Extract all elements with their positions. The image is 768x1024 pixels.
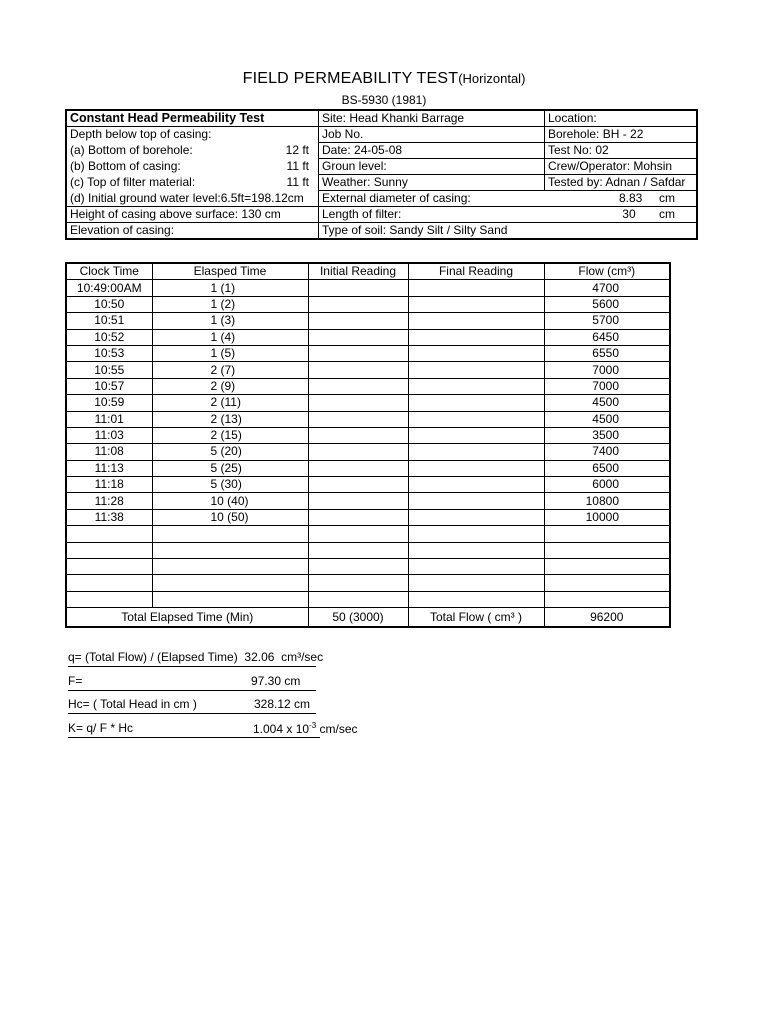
filter-length-row [319,207,698,223]
table-row [66,477,670,493]
hc-underline [68,713,316,714]
ext-diam-label: External diameter of casing: [322,191,471,205]
bottom-borehole-label: (a) Bottom of borehole: [70,143,193,157]
flow-cell: 5600 [544,296,670,312]
elevation-field: Elevation of casing: [66,223,319,240]
header-initial-reading: Initial Reading [308,263,408,280]
empty-cell [152,542,308,558]
empty-cell [544,559,670,575]
q-unit: cm³/sec [281,650,324,664]
table-row [66,493,670,509]
clock-cell: 10:55 [66,362,152,378]
q-underline [68,666,316,667]
initial-reading-cell [308,509,408,525]
header-clock-time: Clock Time [66,263,152,280]
standard-label: BS-5930 (1981) [341,93,427,107]
elapsed-cell: 1 (2) [152,296,308,312]
k-formula [68,721,388,735]
initial-reading-cell [308,313,408,329]
info-heading: Constant Head Permeability Test [66,110,319,127]
bottom-borehole-row [66,143,319,159]
table-row [66,395,670,411]
clock-cell: 11:13 [66,460,152,476]
empty-cell [408,591,544,607]
empty-cell [544,526,670,542]
empty-cell [308,542,408,558]
ext-diam-row [319,191,698,207]
table-row [66,296,670,312]
table-row [66,378,670,394]
bottom-casing-label: (b) Bottom of casing: [70,159,181,173]
bottom-casing-row [66,159,319,175]
k-unit: cm/sec [319,722,358,736]
table-row [66,345,670,361]
final-reading-cell [408,444,544,460]
clock-cell: 11:28 [66,493,152,509]
empty-cell [152,575,308,591]
table-row [66,280,670,296]
q-value: 32.06 [244,650,275,664]
tested-by-field: Tested by: Adnan / Safdar [545,175,698,191]
elapsed-cell: 1 (3) [152,313,308,329]
info-table [65,109,698,240]
empty-cell [152,591,308,607]
hc-formula [68,697,328,711]
test-no-field: Test No: 02 [545,143,698,159]
empty-cell [152,526,308,542]
f-label: F= [68,674,83,688]
header-final-reading: Final Reading [408,263,544,280]
initial-reading-cell [308,444,408,460]
top-filter-value: 11 ft [286,175,309,189]
page-title [0,69,768,89]
flow-table [65,262,671,628]
job-field: Job No. [319,127,545,143]
flow-cell: 10800 [544,493,670,509]
k-value: 1.004 x 10 [253,722,310,736]
final-reading-cell [408,411,544,427]
clock-cell: 11:18 [66,477,152,493]
hc-value: 328.12 cm [254,697,311,711]
clock-cell: 11:38 [66,509,152,525]
empty-cell [544,542,670,558]
elapsed-cell: 10 (40) [152,493,308,509]
empty-cell [152,559,308,575]
empty-cell [408,526,544,542]
clock-cell: 11:01 [66,411,152,427]
empty-row [66,542,670,558]
hc-label: Hc= ( Total Head in cm ) [68,697,197,711]
initial-reading-cell [308,395,408,411]
empty-cell [408,559,544,575]
header-elapsed-time: Elasped Time [152,263,308,280]
initial-reading-cell [308,329,408,345]
final-reading-cell [408,329,544,345]
empty-cell [408,542,544,558]
initial-reading-cell [308,427,408,443]
elapsed-cell: 2 (11) [152,395,308,411]
clock-cell: 10:50 [66,296,152,312]
elapsed-cell: 5 (30) [152,477,308,493]
clock-cell: 10:57 [66,378,152,394]
flow-cell: 6500 [544,460,670,476]
final-reading-cell [408,313,544,329]
initial-reading-cell [308,477,408,493]
empty-row [66,559,670,575]
total-elapsed-label: Total Elapsed Time (Min) [66,608,308,628]
clock-cell: 10:51 [66,313,152,329]
initial-reading-cell [308,280,408,296]
k-exponent: -3 [309,721,317,730]
f-formula [68,674,318,688]
initial-reading-cell [308,362,408,378]
empty-cell [66,526,152,542]
flow-cell: 6000 [544,477,670,493]
table-row [66,509,670,525]
location-field: Location: [545,110,698,127]
initial-reading-cell [308,460,408,476]
initial-reading-cell [308,411,408,427]
depth-label: Depth below top of casing: [66,127,319,143]
final-reading-cell [408,395,544,411]
total-flow-value: 96200 [544,608,670,628]
final-reading-cell [408,427,544,443]
empty-cell [66,542,152,558]
table-header-row [66,263,670,280]
final-reading-cell [408,345,544,361]
flow-cell: 4700 [544,280,670,296]
flow-cell: 4500 [544,395,670,411]
clock-cell: 10:52 [66,329,152,345]
table-row [66,444,670,460]
ext-diam-value: 8.83 [618,191,643,205]
flow-cell: 6550 [544,345,670,361]
elapsed-cell: 5 (25) [152,460,308,476]
final-reading-cell [408,493,544,509]
title-sub: (Horizontal) [458,71,526,86]
ext-diam-unit: cm [659,191,675,205]
flow-cell: 6450 [544,329,670,345]
flow-cell: 3500 [544,427,670,443]
elapsed-cell: 1 (5) [152,345,308,361]
initial-reading-cell [308,345,408,361]
empty-row [66,526,670,542]
empty-cell [66,591,152,607]
empty-cell [408,575,544,591]
empty-cell [544,575,670,591]
flow-cell: 7000 [544,362,670,378]
clock-cell: 10:59 [66,395,152,411]
final-reading-cell [408,477,544,493]
totals-row [66,608,670,628]
empty-cell [66,559,152,575]
f-value: 97.30 cm [251,674,301,688]
flow-cell: 7000 [544,378,670,394]
table-row [66,411,670,427]
bottom-borehole-value: 12 ft [285,143,309,157]
initial-reading-cell [308,296,408,312]
empty-row [66,591,670,607]
header-flow: Flow (cm³) [544,263,670,280]
final-reading-cell [408,280,544,296]
elapsed-cell: 1 (4) [152,329,308,345]
clock-cell: 10:49:00AM [66,280,152,296]
final-reading-cell [408,378,544,394]
soil-field: Type of soil: Sandy Silt / Silty Sand [319,223,698,240]
initial-reading-cell [308,493,408,509]
clock-cell: 11:03 [66,427,152,443]
top-filter-row [66,175,319,191]
elapsed-cell: 1 (1) [152,280,308,296]
ground-level-field: Groun level: [319,159,545,175]
crew-field: Crew/Operator: Mohsin [545,159,698,175]
flow-cell: 10000 [544,509,670,525]
final-reading-cell [408,509,544,525]
elapsed-cell: 2 (7) [152,362,308,378]
empty-cell [544,591,670,607]
table-row [66,329,670,345]
flow-cell: 4500 [544,411,670,427]
clock-cell: 11:08 [66,444,152,460]
table-row [66,313,670,329]
k-underline [68,737,320,738]
empty-cell [308,575,408,591]
elapsed-cell: 5 (20) [152,444,308,460]
q-label: q= (Total Flow) / (Elapsed Time) [68,650,238,664]
elapsed-cell: 2 (9) [152,378,308,394]
empty-row [66,575,670,591]
filter-length-value: 30 [622,207,636,221]
total-elapsed-value: 50 (3000) [308,608,408,628]
weather-field: Weather: Sunny [319,175,545,191]
top-filter-label: (c) Top of filter material: [70,175,196,189]
flow-cell: 7400 [544,444,670,460]
elapsed-cell: 10 (50) [152,509,308,525]
title-main: FIELD PERMEABILITY TEST [242,70,459,87]
casing-height-field: Height of casing above surface: 130 cm [66,207,319,223]
final-reading-cell [408,296,544,312]
f-underline [68,690,316,691]
bottom-casing-value: 11 ft [286,159,309,173]
elapsed-cell: 2 (13) [152,411,308,427]
k-label: K= q/ F * Hc [68,721,134,735]
filter-length-label: Length of filter: [322,207,402,221]
elapsed-cell: 2 (15) [152,427,308,443]
site-field: Site: Head Khanki Barrage [319,110,545,127]
date-field: Date: 24-05-08 [319,143,545,159]
empty-cell [308,559,408,575]
flow-cell: 5700 [544,313,670,329]
empty-cell [308,526,408,542]
borehole-field: Borehole: BH - 22 [545,127,698,143]
initial-reading-cell [308,378,408,394]
q-formula [68,650,323,664]
total-flow-label: Total Flow ( cm³ ) [408,608,544,628]
water-level-field: (d) Initial ground water level:6.5ft=198.12cm [66,191,319,207]
final-reading-cell [408,460,544,476]
empty-cell [66,575,152,591]
table-row [66,460,670,476]
final-reading-cell [408,362,544,378]
filter-length-unit: cm [659,207,675,221]
empty-cell [308,591,408,607]
table-row [66,427,670,443]
clock-cell: 10:53 [66,345,152,361]
table-row [66,362,670,378]
